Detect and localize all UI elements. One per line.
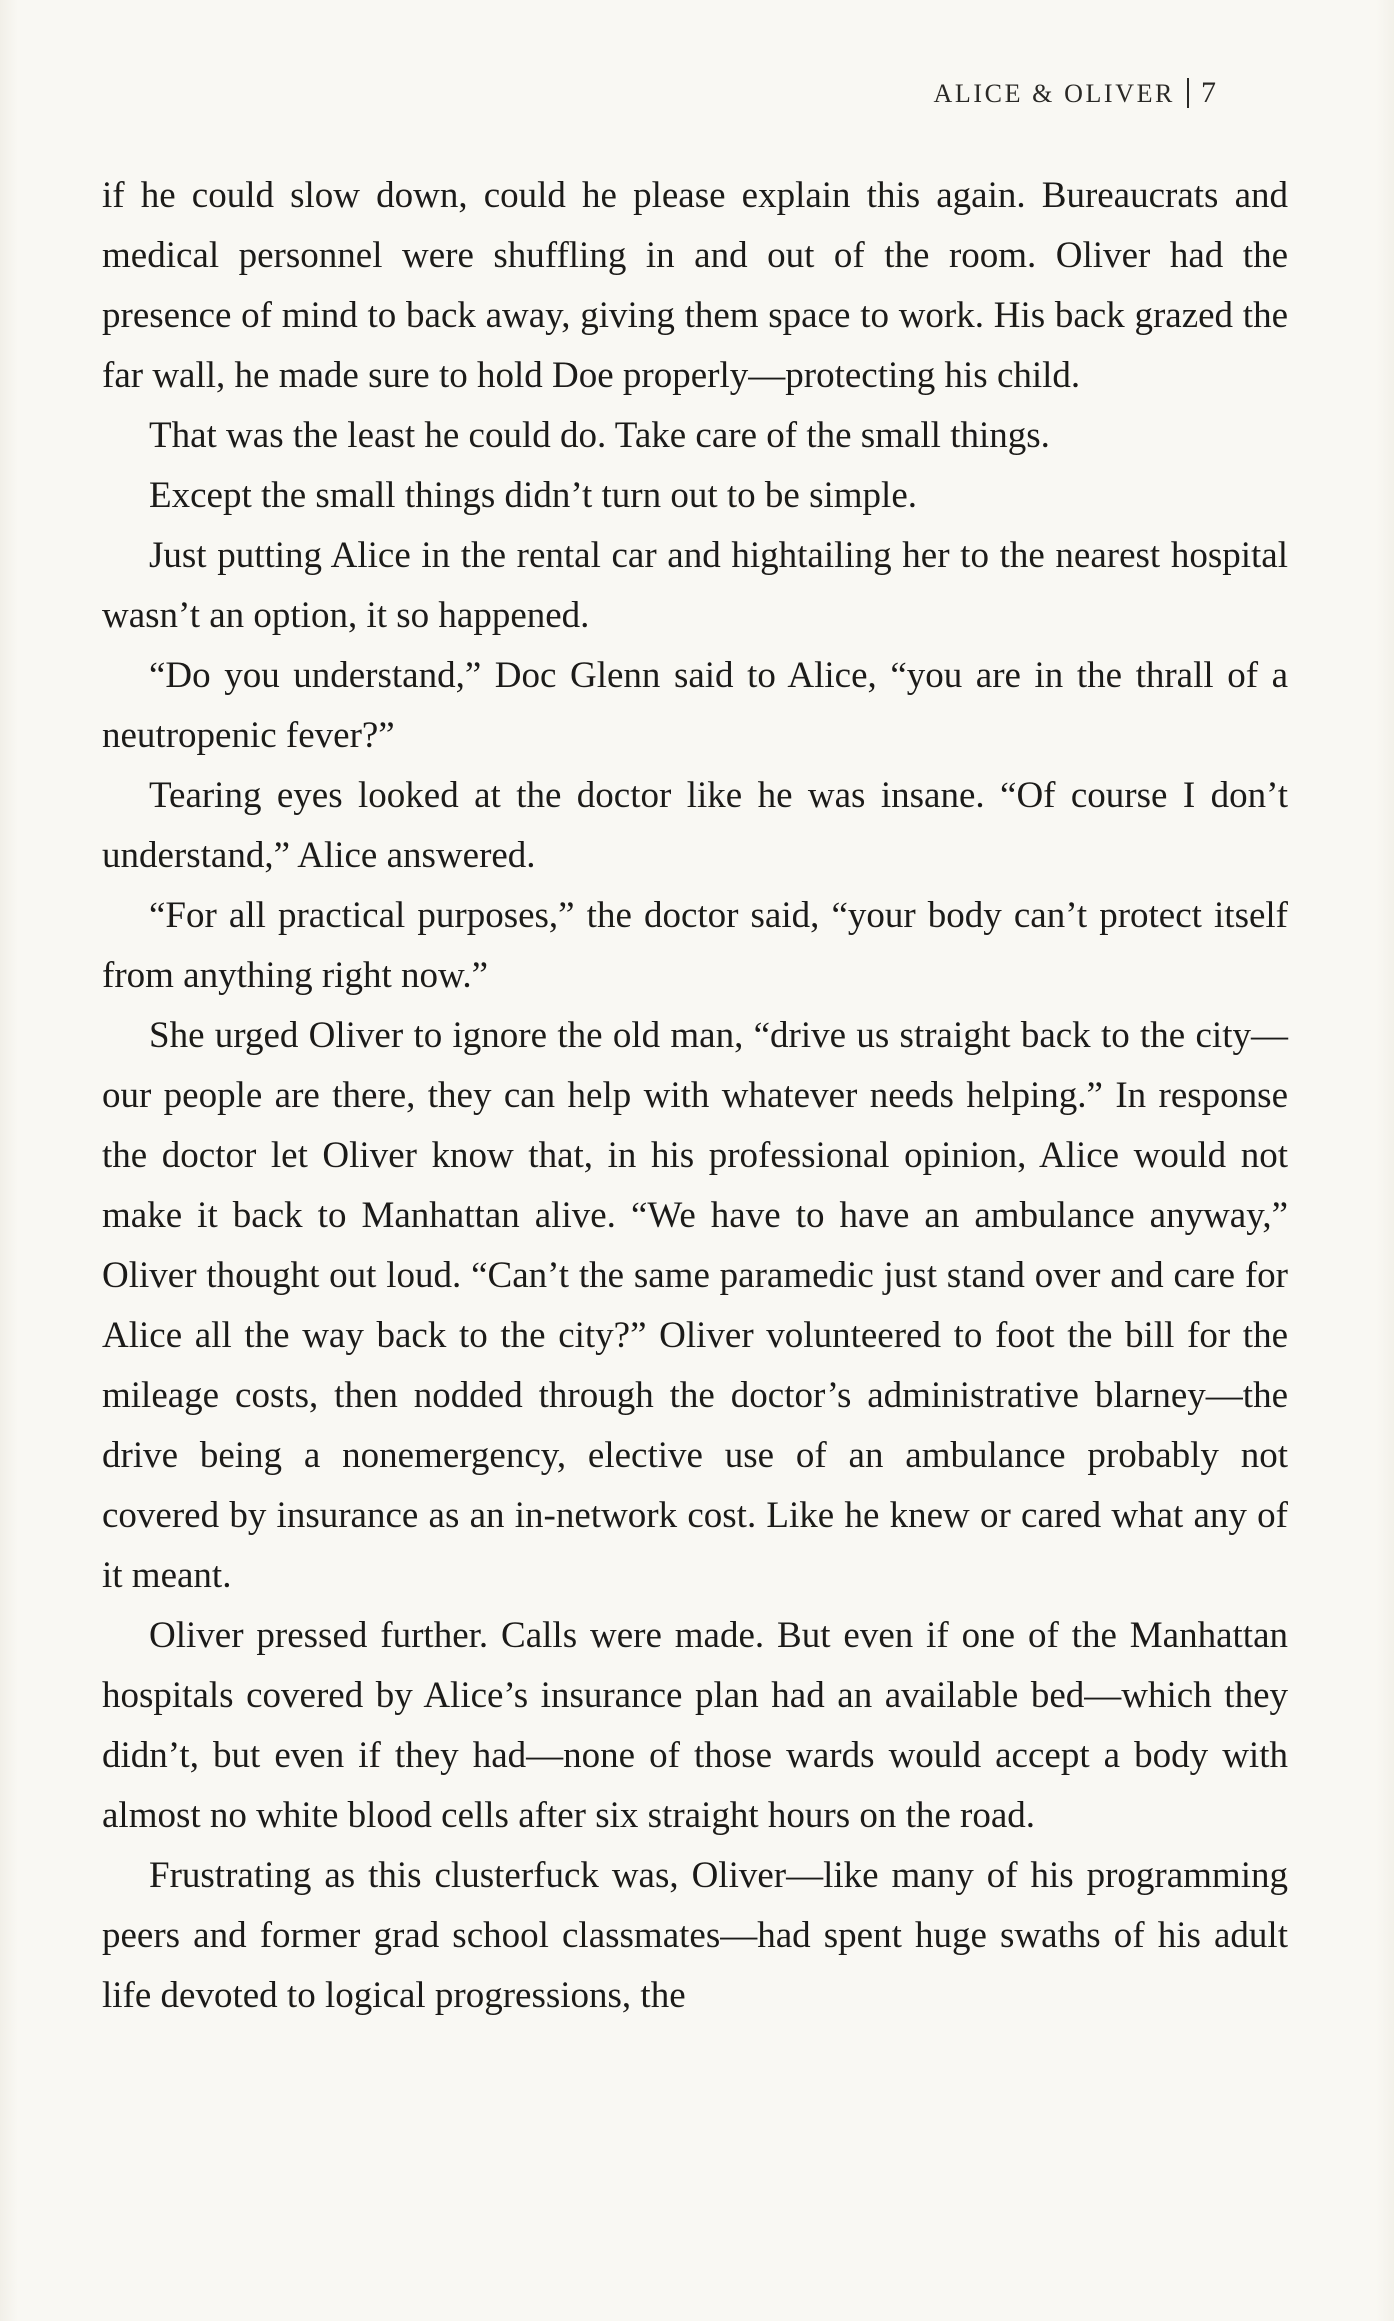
header-divider — [1187, 78, 1189, 108]
running-title: ALICE & OLIVER — [933, 79, 1175, 108]
paragraph: “For all practical purposes,” the doctor said, “your body can’t protect itself from anything right now.” — [102, 895, 1288, 996]
paragraph: Except the small things didn’t turn out to be simple. — [149, 475, 918, 516]
running-header — [934, 76, 1216, 110]
paragraph: She urged Oliver to ignore the old man, “drive us straight back to the city—our people are there, they can help with whatever needs helping.” In response the doctor let Oliver know that, in his professional opinion, Alice would not make it back to Manhattan alive. “We have to have an ambulance anyway,” Oliver thought out loud. “Can’t the same paramedic just stand over and care for Alice all the way back to the city?” Oliver volunteered to foot the bill for the mileage costs, then nodded through the doctor’s administrative blarney—the drive being a nonemergency, elective use of an ambulance probably not covered by insurance as an in-network cost. Like he knew or cared what any of it meant. — [102, 1015, 1288, 1596]
paragraph: if he could slow down, could he please explain this again. Bureaucrats and medical personnel were shuffling in and out of the room. Oliver had the presence of mind to back away, giving them space to work. His back grazed the far wall, he made sure to hold Doe properly—protecting his child. — [102, 175, 1288, 396]
paragraph: Frustrating as this clusterfuck was, Oliver—like many of his programming peers and former grad school classmates—had spent huge swaths of his adult life devoted to logical progressions, the — [102, 1855, 1288, 2016]
paragraph: “Do you understand,” Doc Glenn said to Alice, “you are in the thrall of a neutropenic fever?” — [102, 655, 1288, 756]
paragraph: Oliver pressed further. Calls were made. But even if one of the Manhattan hospitals covered by Alice’s insurance plan had an available bed—which they didn’t, but even if they had—none of those wards would accept a body with almost no white blood cells after six straight hours on the road. — [102, 1615, 1288, 1836]
page-number: 7 — [1201, 76, 1216, 109]
paragraph: Tearing eyes looked at the doctor like he was insane. “Of course I don’t understand,” Alice answered. — [102, 775, 1288, 876]
body-text — [102, 166, 1288, 2026]
paragraph: Just putting Alice in the rental car and hightailing her to the nearest hospital wasn’t an option, it so happened. — [102, 535, 1288, 636]
paragraph: That was the least he could do. Take care of the small things. — [149, 415, 1050, 456]
